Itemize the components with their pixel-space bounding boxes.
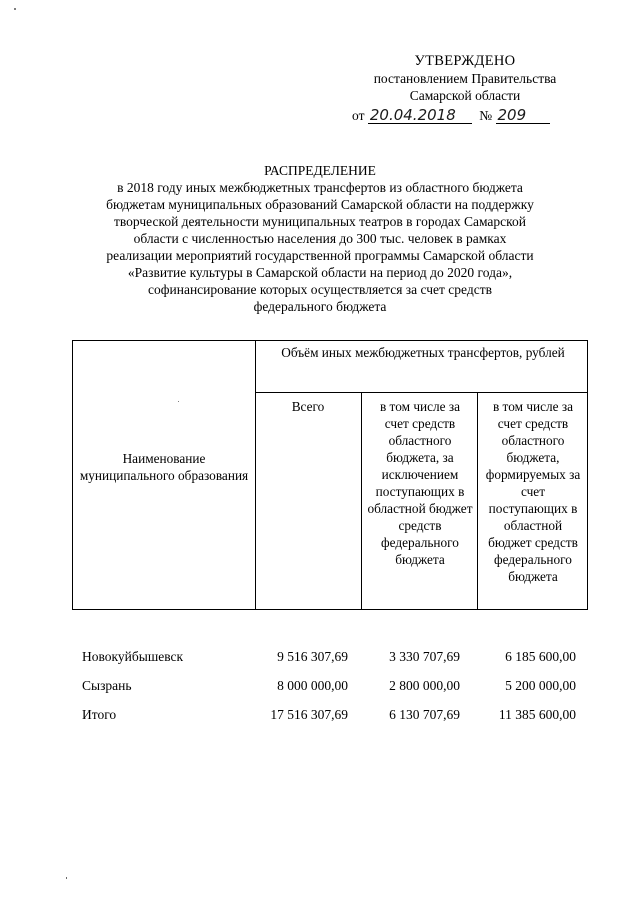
table-divider [477,392,478,610]
heading-line: «Развитие культуры в Самарской области на период до 2020 года», [127,265,513,280]
heading-line: в 2018 году иных межбюджетных трансфертов из областного бюджета [117,180,523,195]
heading-line: реализации мероприятий государственной программы Самарской области [106,248,534,263]
row-federal: 6 185 600,00 [505,649,576,664]
row-regional: 3 330 707,69 [389,649,460,664]
scan-speck [178,401,179,402]
table-border [72,609,588,610]
number-prefix: № [479,108,493,123]
date-prefix: от [352,108,365,123]
column-header-federal: в том числе за счет средств областного бюджета, формируемых за счет поступающих в областной бюджет средств федерального бюджета [485,399,581,584]
approval-block [340,53,590,104]
row-regional: 2 800 000,00 [389,678,460,693]
approval-date-line [352,107,550,124]
column-group-header: Объём иных межбюджетных трансфертов, рублей [281,345,565,360]
approval-line-1: постановлением Правительства [373,71,557,86]
row-name: Новокуйбышевск [82,649,184,664]
table-row [0,648,640,668]
scan-speck [14,8,16,10]
handwritten-date: 20.04.2018 [368,108,472,124]
table-border [587,340,588,610]
table-row [0,677,640,697]
table-border [72,340,588,341]
scan-speck [66,877,67,879]
column-header-name: Наименование муниципального образования [79,451,249,483]
table-border [72,340,73,610]
heading-line: бюджетам муниципальных образований Самарской области на поддержку [106,197,534,212]
column-header-total: Всего [291,399,325,414]
heading-line: софинансирование которых осуществляется за счет средств [148,282,492,297]
row-total: 17 516 307,69 [270,707,348,722]
table-row-total [0,706,640,726]
header-table [72,340,588,610]
heading-line: федерального бюджета [253,299,387,314]
heading-title: РАСПРЕДЕЛЕНИЕ [264,163,376,178]
document-heading [70,162,570,315]
row-name: Сызрань [82,678,132,693]
table-divider [255,392,588,393]
heading-line: области с численностью населения до 300 тыс. человек в рамках [133,231,507,246]
column-header-regional: в том числе за счет средств областного бюджета, за исключением поступающих в областной бюджет средств федерального бюджета [367,399,473,567]
row-regional: 6 130 707,69 [389,707,460,722]
row-name: Итого [82,707,117,722]
table-divider [255,340,256,610]
heading-line: творческой деятельности муниципальных театров в городах Самарской [113,214,526,229]
approval-title: УТВЕРЖДЕНО [414,53,516,69]
table-divider [361,392,362,610]
row-federal: 5 200 000,00 [505,678,576,693]
row-federal: 11 385 600,00 [498,707,576,722]
approval-line-2: Самарской области [409,88,521,103]
row-total: 9 516 307,69 [277,649,348,664]
row-total: 8 000 000,00 [277,678,348,693]
handwritten-number: 209 [496,108,550,124]
